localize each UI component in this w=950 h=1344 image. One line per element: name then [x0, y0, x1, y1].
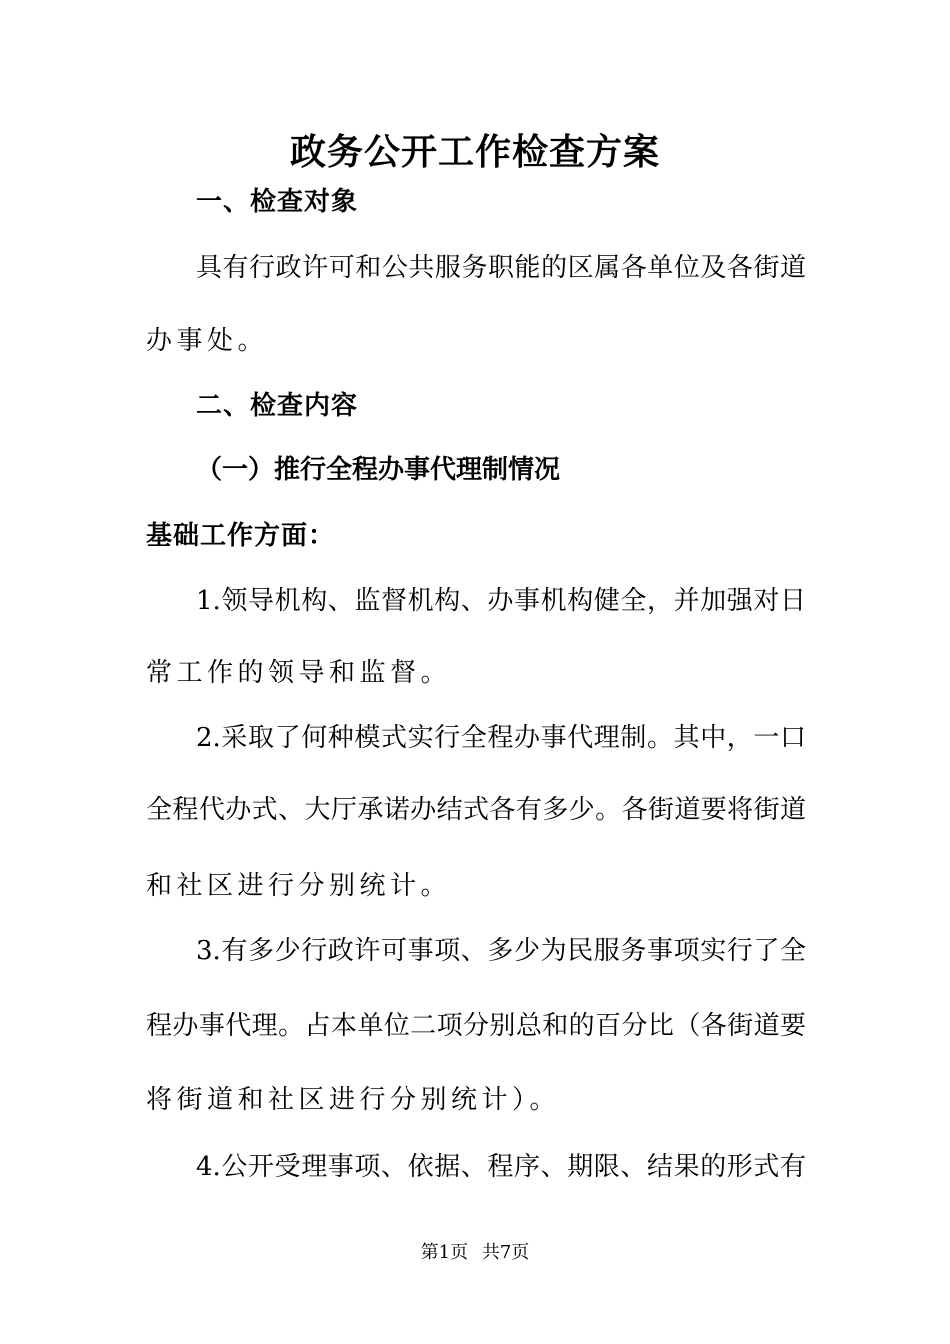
- paragraph-line: 办事处。: [146, 326, 269, 356]
- page-number: 第1页: [420, 1242, 469, 1263]
- list-item-2-line: 全程代办式、大厅承诺办结式各有多少。各街道要将街道: [146, 795, 806, 825]
- list-item-4-line: 4.公开受理事项、依据、程序、期限、结果的形式有: [196, 1152, 806, 1182]
- subheading-basic-work: 基础工作方面：: [146, 521, 336, 551]
- page-footer: [0, 1240, 950, 1266]
- page-total: 共7页: [481, 1242, 530, 1263]
- list-item-2-line: 和社区进行分别统计。: [146, 871, 452, 901]
- list-item-1-line: 常工作的领导和监督。: [146, 658, 452, 688]
- section-heading-1: 一、检查对象: [196, 187, 359, 217]
- list-item-3-line: 将街道和社区进行分别统计）。: [146, 1085, 561, 1115]
- list-item-3-line: 程办事代理。占本单位二项分别总和的百分比（各街道要: [146, 1011, 806, 1041]
- list-item-3-line: 3.有多少行政许可事项、多少为民服务事项实行了全: [196, 936, 806, 966]
- subsection-heading: （一）推行全程办事代理制情况: [196, 455, 561, 485]
- list-item-2-line: 2.采取了何种模式实行全程办事代理制。其中，一口: [196, 723, 806, 753]
- list-item-1-line: 1.领导机构、监督机构、办事机构健全，并加强对日: [196, 586, 806, 616]
- section-heading-2: 二、检查内容: [196, 391, 359, 421]
- paragraph-line: 具有行政许可和公共服务职能的区属各单位及各街道: [196, 253, 806, 283]
- document-title: 政务公开工作检查方案: [289, 131, 660, 173]
